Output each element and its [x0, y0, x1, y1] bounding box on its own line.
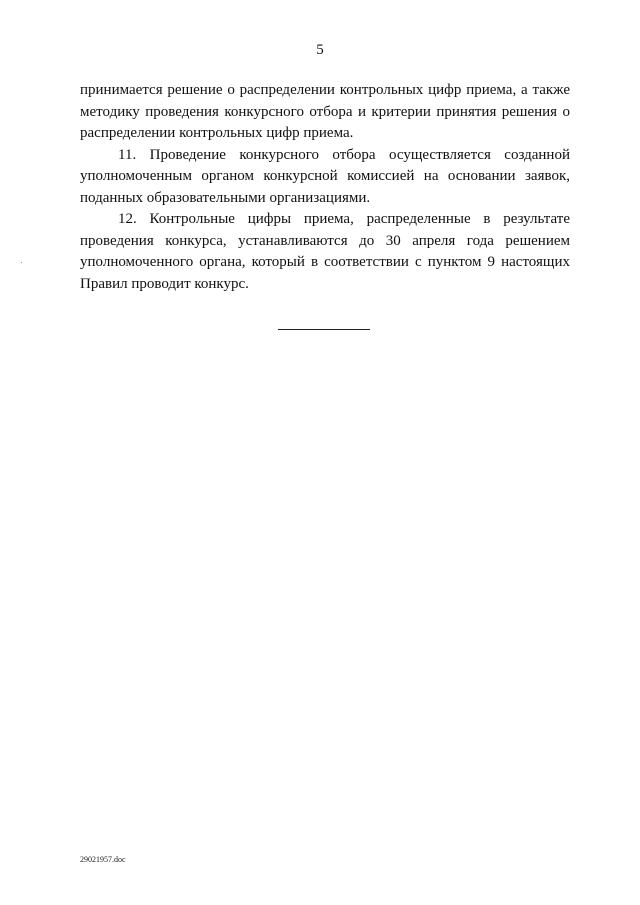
end-of-text-rule [278, 329, 370, 330]
file-reference: 29021957.doc [80, 855, 126, 864]
document-body [80, 80, 570, 295]
paragraph-item-12: 12. Контрольные цифры приема, распределенные в результате проведения конкурса, устанавливаются до 30 апреля года решением уполномоченного органа, который в соответствии с пунктом 9 настоящих Правил проводит конкурс. [80, 211, 570, 292]
scan-artifact [21, 262, 22, 263]
page-number: 5 [316, 42, 324, 58]
paragraph-continuation: принимается решение о распределении контрольных цифр приема, а также методику проведения конкурсного отбора и критерии принятия решения о распределении контрольных цифр приема. [80, 82, 570, 141]
paragraph-item-11: 11. Проведение конкурсного отбора осуществляется созданной уполномоченным органом конкурсной комиссией на основании заявок, поданных образовательными организациями. [80, 146, 570, 206]
